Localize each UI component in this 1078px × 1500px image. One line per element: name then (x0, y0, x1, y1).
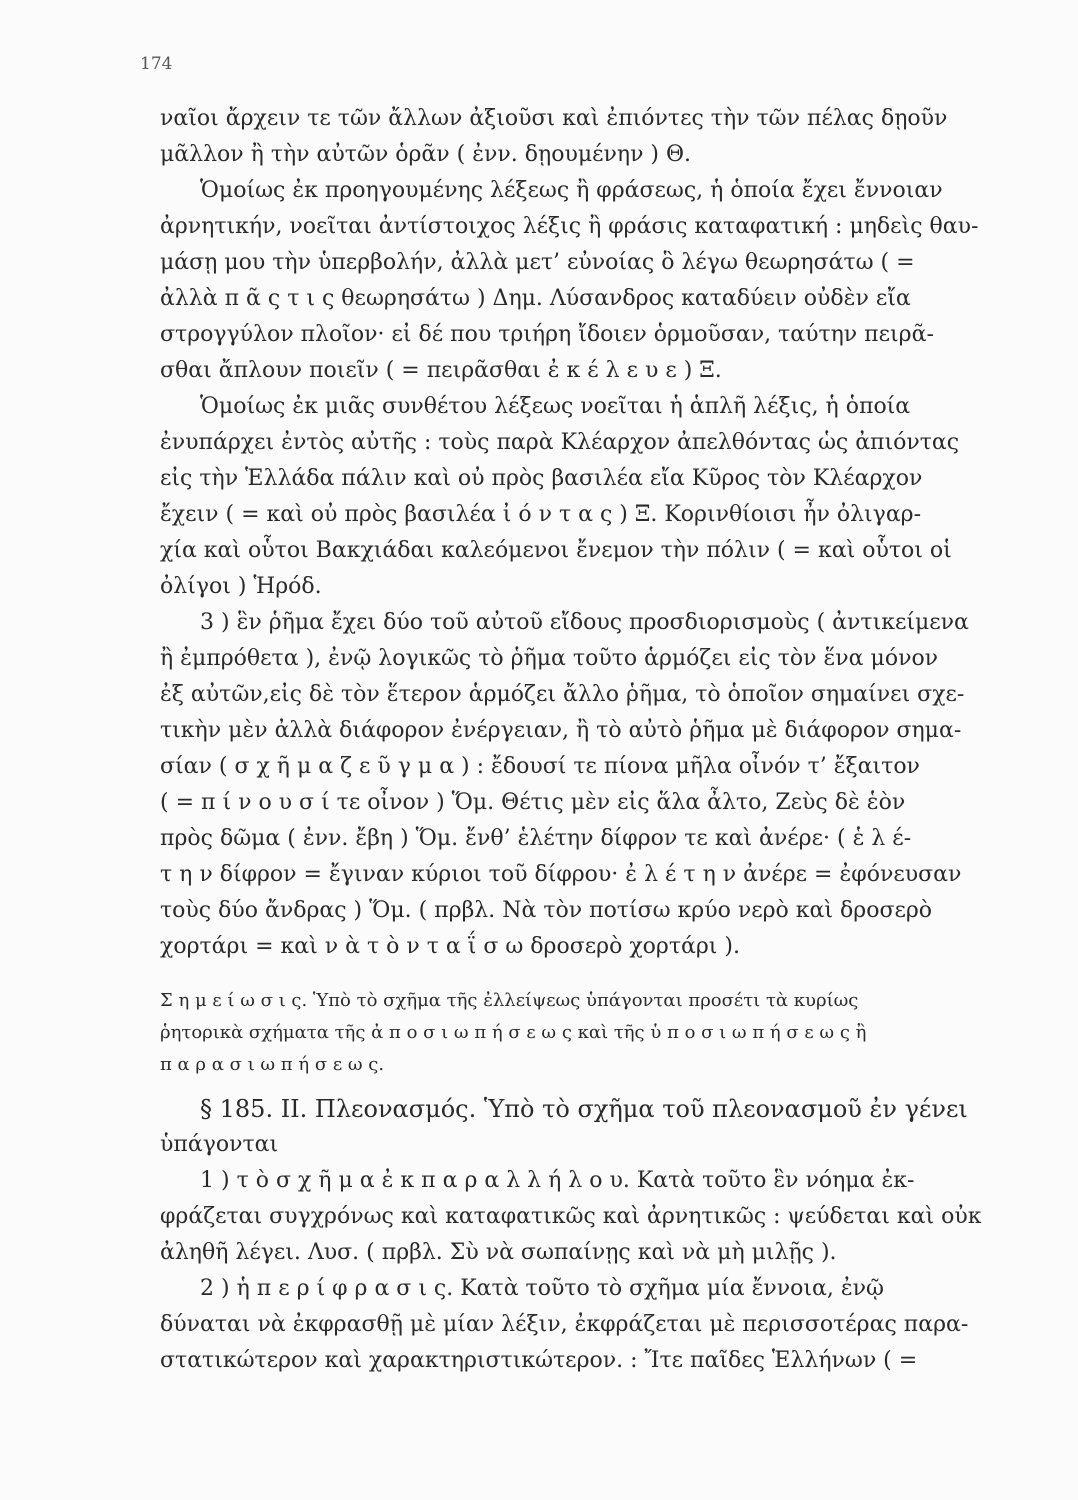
text-line: στρογγύλον πλοῖον· εἰ δέ που τριήρη ἴδοιεν ὁρμοῦσαν, ταύτην πειρᾶ- (160, 322, 934, 347)
note-line: Σ η μ ε ί ω σ ι ς. Ὑπὸ τὸ σχῆμα τῆς ἐλλείψεως ὑπάγονται προσέτι τὰ κυρίως (160, 990, 859, 1011)
text-line: σίαν ( σ χ ῆ μ α ζ ε ῦ γ μ α ) : ἔδουσί τε πίονα μῆλα οἶνόν τ’ ἔξαιτον (160, 754, 920, 779)
text-line: τικὴν μὲν ἀλλὰ διάφορον ἐνέργειαν, ἢ τὸ αὐτὸ ῥῆμα μὲ διάφορον σημα- (160, 718, 962, 743)
page-number: 174 (140, 54, 173, 74)
note-line: ῥητορικὰ σχήματα τῆς ἀ π ο σ ι ω π ή σ ε ω ς καὶ τῆς ὑ π ο σ ι ω π ή σ ε ω ς ἢ (160, 1022, 867, 1043)
text-line: ἢ ἐμπρόθετα ), ἐνῷ λογικῶς τὸ ῥῆμα τοῦτο ἁρμόζει εἰς τὸν ἕνα μόνον (160, 646, 939, 671)
text-line: Ὁμοίως ἐκ προηγουμένης λέξεως ἢ φράσεως, ἡ ὁποία ἔχει ἔννοιαν (200, 178, 943, 203)
text-line: ( = π ί ν ο υ σ ί τε οἶνον ) Ὅμ. Θέτις μὲν εἰς ἅλα ἆλτο, Ζεὺς δὲ ἑὸν (160, 790, 906, 815)
text-line: ἐνυπάρχει ἐντὸς αὐτῆς : τοὺς παρὰ Κλέαρχον ἀπελθόντας ὡς ἀπιόντας (160, 430, 960, 455)
text-line: μάσῃ μου τὴν ὑπερβολήν, ἀλλὰ μετ’ εὐνοίας ὃ λέγω θεωρησάτω ( = (160, 250, 915, 275)
text-line: τ η ν δίφρον = ἔγιναν κύριοι τοῦ δίφρου· ἐ λ έ τ η ν ἀνέρε = ἐφόνευσαν (160, 862, 962, 887)
text-line: ναῖοι ἄρχειν τε τῶν ἄλλων ἀξιοῦσι καὶ ἐπιόντες τὴν τῶν πέλας δῃοῦν (160, 106, 948, 131)
text-line: μᾶλλον ἢ τὴν αὐτῶν ὁρᾶν ( ἐνν. δῃουμένην ) Θ. (160, 142, 692, 167)
text-line: ὑπάγονται (160, 1132, 279, 1157)
text-line: εἰς τὴν Ἑλλάδα πάλιν καὶ οὐ πρὸς βασιλέα εἴα Κῦρος τὸν Κλέαρχον (160, 466, 923, 491)
text-line: δύναται νὰ ἐκφρασθῇ μὲ μίαν λέξιν, ἐκφράζεται μὲ περισσοτέρας παρα- (160, 1312, 969, 1337)
text-line: χία καὶ οὗτοι Βακχιάδαι καλεόμενοι ἔνεμον τὴν πόλιν ( = καὶ οὗτοι οἱ (160, 538, 952, 563)
text-line: 2 ) ἡ π ε ρ ί φ ρ α σ ι ς. Κατὰ τοῦτο τὸ σχῆμα μία ἔννοια, ἐνῷ (200, 1276, 884, 1301)
text-line: χορτάρι = καὶ ν ὰ τ ὸ ν τ α ΐ σ ω δροσερὸ χορτάρι ). (160, 934, 740, 959)
text-line: πρὸς δῶμα ( ἐνν. ἔβη ) Ὅμ. ἔνθ’ ἑλέτην δίφρον τε καὶ ἀνέρε· ( ἑ λ έ- (160, 826, 912, 851)
text-line: στατικώτερον καὶ χαρακτηριστικώτερον. : Ἴτε παῖδες Ἑλλήνων ( = (160, 1348, 918, 1373)
text-line: ἀλλὰ π ᾶ ς τ ι ς θεωρησάτω ) Δημ. Λύσανδρος καταδύειν οὐδὲν εἴα (160, 286, 911, 311)
text-line: 1 ) τ ὸ σ χ ῆ μ α ἐ κ π α ρ α λ λ ή λ ο υ. Κατὰ τοῦτο ἓν νόημα ἐκ- (200, 1168, 915, 1193)
text-line: τοὺς δύο ἄνδρας ) Ὅμ. ( πρβλ. Νὰ τὸν ποτίσω κρύο νερὸ καὶ δροσερὸ (160, 898, 933, 923)
text-line: ἀληθῆ λέγει. Λυσ. ( πρβλ. Σὺ νὰ σωπαίνῃς καὶ νὰ μὴ μιλῇς ). (160, 1240, 837, 1265)
text-line: ἐξ αὐτῶν,εἰς δὲ τὸν ἕτερον ἁρμόζει ἄλλο ῥῆμα, τὸ ὁποῖον σημαίνει σχε- (160, 682, 965, 707)
text-line: ἔχειν ( = καὶ οὐ πρὸς βασιλέα ἰ ό ν τ α ς ) Ξ. Κορινθίοισι ἦν ὀλιγαρ- (160, 502, 922, 527)
text-line: Ὁμοίως ἐκ μιᾶς συνθέτου λέξεως νοεῖται ἡ ἁπλῆ λέξις, ἡ ὁποία (200, 394, 911, 419)
text-line: ἀρνητικήν, νοεῖται ἀντίστοιχος λέξις ἢ φράσις καταφατική : μηδεὶς θαυ- (160, 214, 979, 239)
text-line: σθαι ἄπλουν ποιεῖν ( = πειρᾶσθαι ἐ κ έ λ ε υ ε ) Ξ. (160, 358, 722, 383)
note-line: π α ρ α σ ι ω π ή σ ε ω ς. (160, 1054, 385, 1075)
section-heading-line: § 185. II. Πλεονασμός. Ὑπὸ τὸ σχῆμα τοῦ πλεονασμοῦ ἐν γένει (200, 1095, 968, 1123)
text-line: ὀλίγοι ) Ἡρόδ. (160, 574, 322, 599)
text-line: φράζεται συγχρόνως καὶ καταφατικῶς καὶ ἀρνητικῶς : ψεύδεται καὶ οὐκ (160, 1204, 982, 1229)
text-line: 3 ) ἓν ῥῆμα ἔχει δύο τοῦ αὐτοῦ εἴδους προσδιορισμοὺς ( ἀντικείμενα (200, 610, 969, 635)
